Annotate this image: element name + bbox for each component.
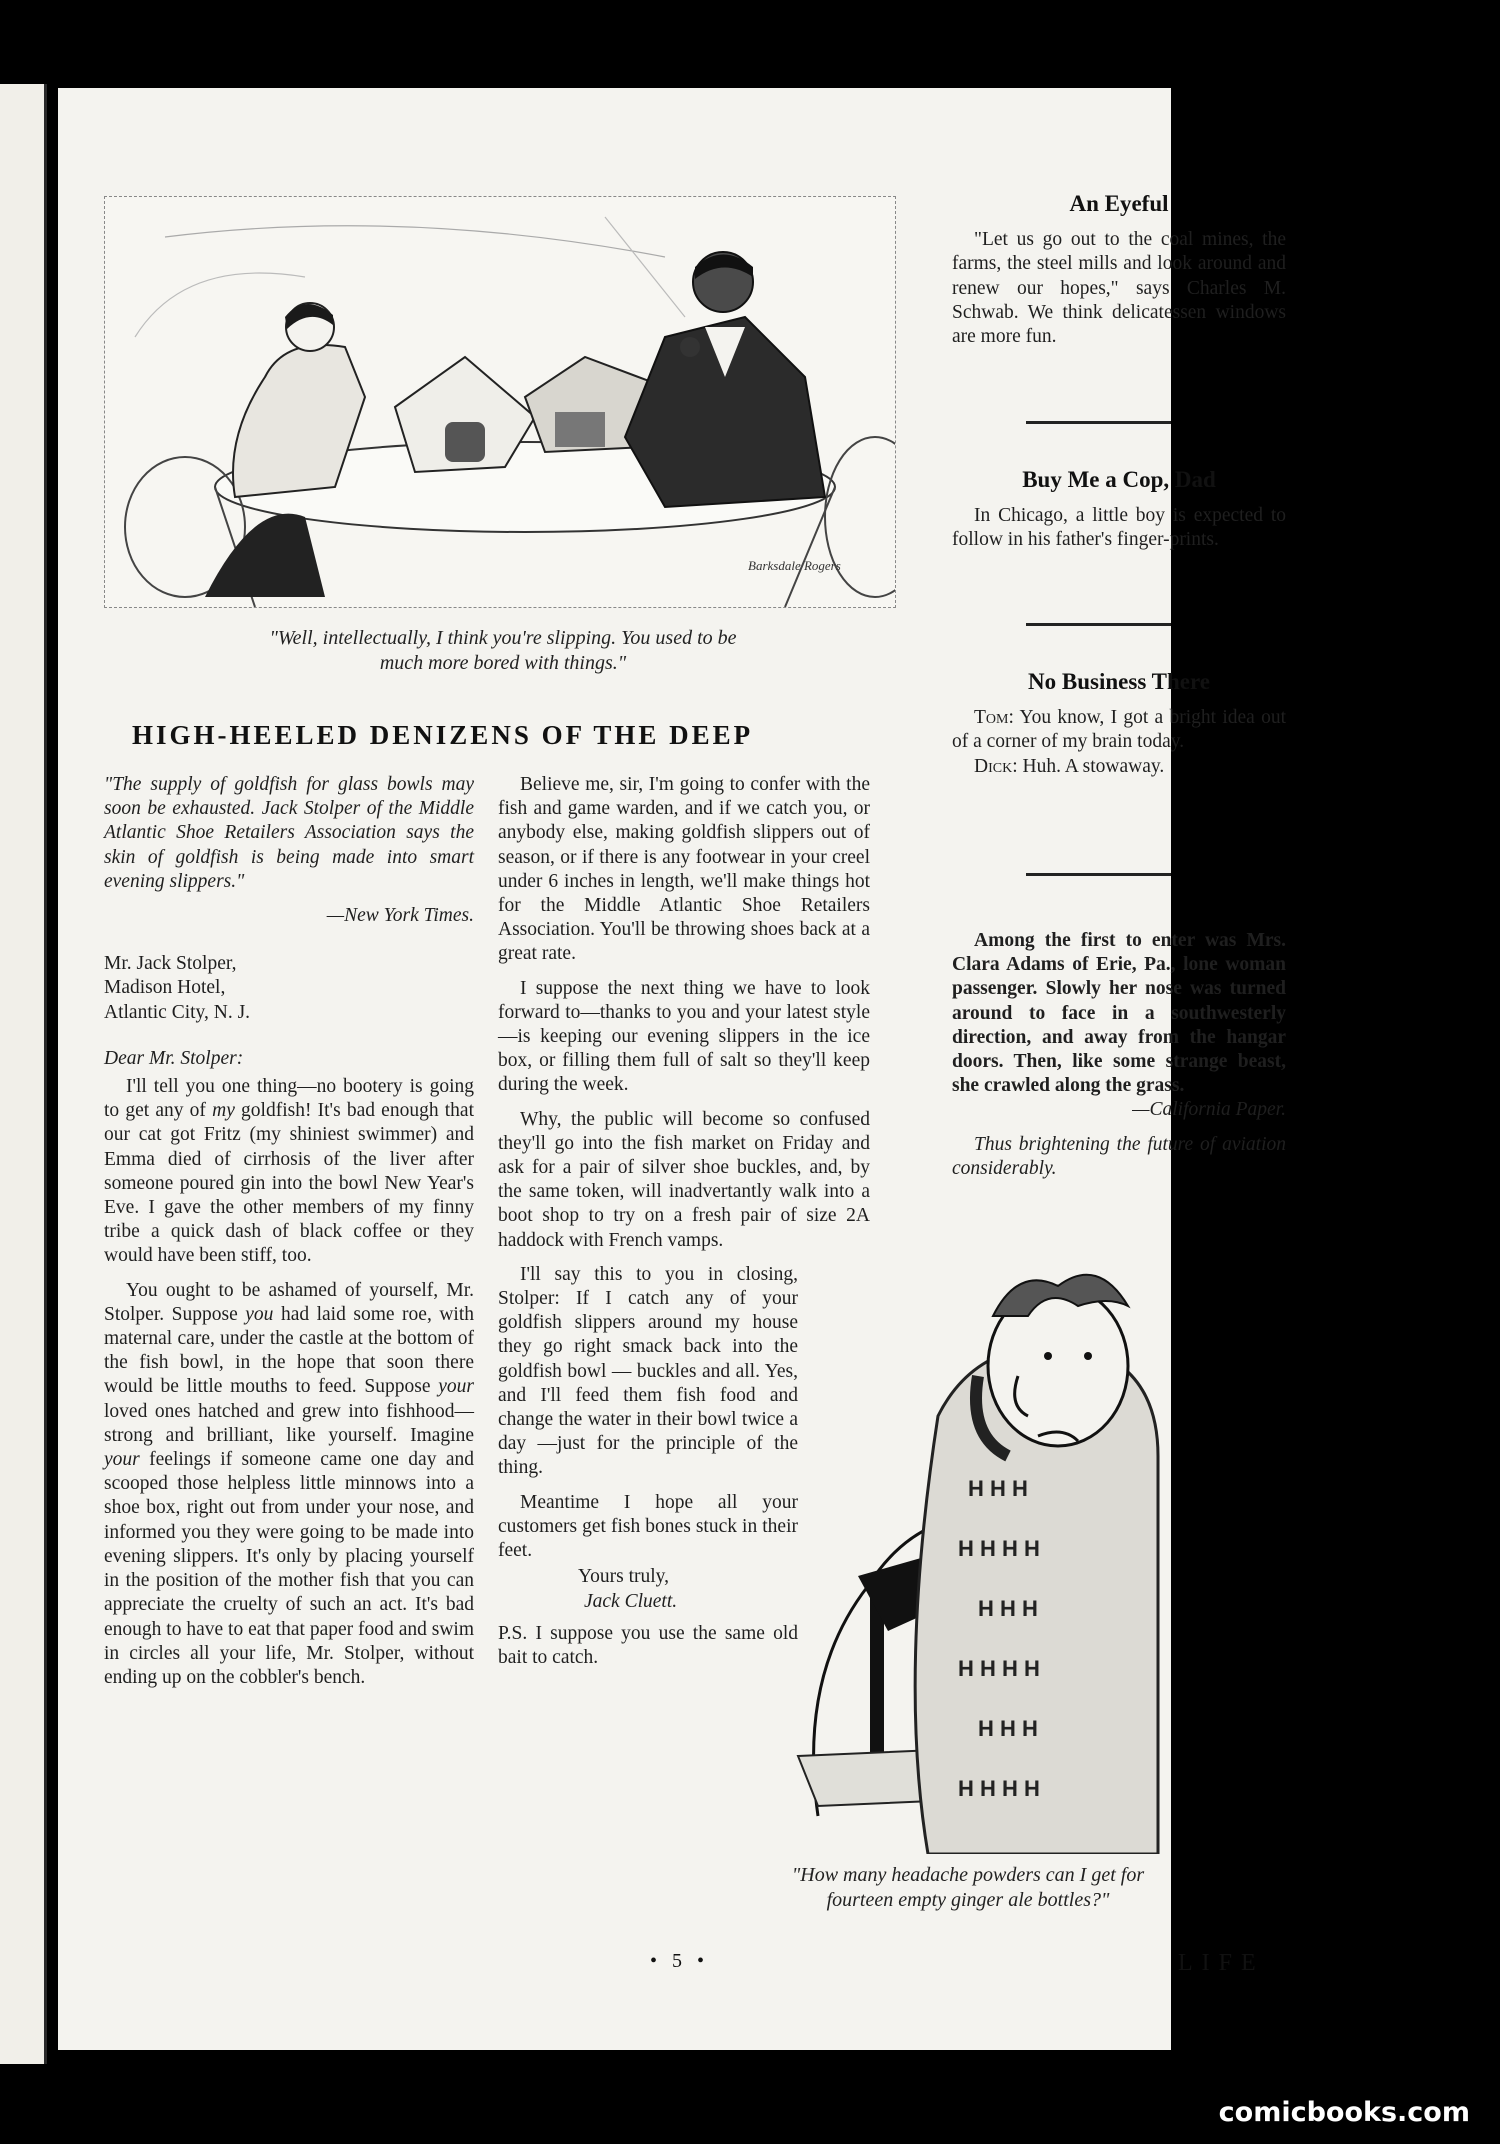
- magazine-page: [58, 88, 1286, 2050]
- letter-paragraph: I'll say this to you in closing, Stolper: If I catch any of your goldfish slippers around my house they go right smack back into the goldfish bowl — buckles and all. Yes, and I'll feed them fish food and change the water in their bowl twice a day —just for the principle of the thing.: [498, 1263, 798, 1479]
- facing-page-edge: [0, 84, 47, 2064]
- sidebar-item-aviation: [952, 929, 1286, 1181]
- sidebar-column: [952, 192, 1286, 349]
- epigraph: "The supply of goldfish for glass bowls may soon be exhausted. Jack Stolper of the Middle Atlantic Shoe Retailers Association says the skin of goldfish is being made into smart evening slippers.": [104, 774, 474, 892]
- illustration-signature: Barksdale Rogers: [748, 558, 841, 573]
- dialogue-text: You know, I got a bright idea out of a corner of my brain today.: [952, 707, 1286, 753]
- caption-line-2: fourteen empty ginger ale bottles?": [826, 1889, 1110, 1911]
- watermark: comicbooks.com: [1218, 2097, 1470, 2128]
- text-run: your: [438, 1376, 474, 1398]
- svg-text:H H H: H H H: [978, 1596, 1038, 1621]
- text-run: You ought to be ashamed of yourself, Mr. Stolper. Suppose: [104, 1279, 474, 1325]
- sidebar-title-cop: Buy Me a Cop, Dad: [1022, 467, 1216, 492]
- letter-signature: Jack Cluett.: [584, 1590, 678, 1612]
- dialogue-text: Huh. A stowaway.: [1017, 755, 1165, 777]
- closing: Yours truly,: [578, 1566, 670, 1588]
- text-run: your: [104, 1449, 140, 1471]
- text-run: goldfish! It's bad enough that our cat got Fritz (my shiniest swimmer) and Emma died of cirrhosis of the liver after someone poured gin into the bowl New Year's Eve. I gave the other members of my finny tribe a quick dash of black coffee or they would have been stiff, too.: [104, 1100, 475, 1267]
- svg-text:H H H H: H H H H: [958, 1656, 1040, 1681]
- text-run: I'll tell you one thing—no bootery is going to get any of: [104, 1076, 474, 1122]
- address-line: Mr. Jack Stolper,: [104, 953, 237, 975]
- aviation-quote: Among the first to enter was Mrs. Clara Adams of Erie, Pa., lone woman passenger. Slowly her nose was turned around to face in a southwesterly direction, and away from the hangar doors. Then, like some strange beast, she crawled along the grass.: [952, 930, 1286, 1097]
- dialogue-tom: [952, 706, 1286, 754]
- text-run: my: [212, 1100, 235, 1122]
- sidebar-title-business: No Business There: [1028, 669, 1210, 694]
- caption-line-1: "How many headache powders can I get for: [791, 1864, 1145, 1886]
- page-number: • 5 •: [650, 1950, 710, 1972]
- sidebar-item-cop: [952, 468, 1286, 553]
- sidebar-item-business: [952, 670, 1286, 779]
- svg-text:H H H H: H H H H: [958, 1776, 1040, 1801]
- letter-paragraph: Meantime I hope all your customers get fish bones stuck in their feet.: [498, 1491, 798, 1562]
- caption-line-1: "Well, intellectually, I think you're slipping. You used to be: [269, 627, 737, 649]
- aviation-comment: Thus brightening the future of aviation considerably.: [952, 1133, 1286, 1179]
- text-run: you: [245, 1303, 274, 1325]
- aviation-source: —California Paper.: [1132, 1099, 1286, 1121]
- divider-rule: [1026, 873, 1171, 876]
- top-illustration-caption: [118, 626, 888, 676]
- svg-text:H H H: H H H: [978, 1716, 1038, 1741]
- article-column-1: [104, 773, 474, 1700]
- speaker-label: Dick:: [974, 755, 1018, 777]
- letter-paragraph: I suppose the next thing we have to look forward to—thanks to you and your latest style—is keeping our evening slippers in the ice box, or filling them full of salt so they'll keep during the week.: [498, 977, 870, 1096]
- sidebar-title-eyeful: An Eyeful: [1069, 191, 1169, 216]
- letter-paragraph: [104, 1075, 474, 1269]
- article-headline: HIGH-HEELED DENIZENS OF THE DEEP: [132, 720, 754, 750]
- letter-paragraph: Why, the public will become so confused they'll go into the fish market on Friday and ask for a pair of silver shoe buckles, and, by the same token, will inadvertantly walk into a boot shop to try on a fresh pair of size 2A haddock with French vamps.: [498, 1108, 870, 1251]
- address-line: Madison Hotel,: [104, 977, 226, 999]
- epigraph-source: —New York Times.: [326, 905, 474, 927]
- letter-paragraph: Believe me, sir, I'm going to confer with the fish and game warden, and if we catch you, or anybody else, making goldfish slippers out of season, or if there is any footwear in your creel under 6 inches in length, we'll make things hot for the Middle Atlantic Shoe Retailers Association. You'll be throwing shoes back at a great rate.: [498, 774, 870, 965]
- divider-rule: [1026, 623, 1171, 626]
- sidebar-text-cop: In Chicago, a little boy is expected to follow in his father's finger-prints.: [952, 505, 1286, 551]
- address-block: [104, 952, 474, 1025]
- svg-text:H H H H: H H H H: [958, 1536, 1040, 1561]
- divider-rule: [1026, 421, 1171, 424]
- man-on-telephone-illustration: [778, 1256, 1178, 1854]
- speaker-label: Tom:: [974, 707, 1014, 729]
- salutation: Dear Mr. Stolper:: [104, 1047, 244, 1069]
- caption-line-2: much more bored with things.": [379, 652, 627, 674]
- sidebar-text-eyeful: "Let us go out to the coal mines, the farms, the steel mills and look around and renew our hopes," says Charles M. Schwab. We think delicatessen windows are more fun.: [952, 229, 1286, 348]
- text-run: loved ones hatched and grew into fishhood—strong and brilliant, like yourself. Imagine: [104, 1400, 474, 1446]
- text-run: feelings if someone came one day and scooped those helpless little minnows into a shoe box, right out from under your nose, and informed you they were going to be made into evening slippers. It's only by placing yourself in the position of the mother fish that you can appreciate the cruelty of such an act. It's bad enough to have to eat that paper food and swim in circles all your life, Mr. Stolper, without ending up on the cobbler's bench.: [104, 1449, 474, 1688]
- dialogue-dick: [952, 755, 1286, 779]
- narrow-block: [498, 1263, 798, 1670]
- address-line: Atlantic City, N. J.: [104, 1001, 251, 1023]
- svg-text:H H H: H H H: [968, 1476, 1028, 1501]
- letter-paragraph: [104, 1279, 474, 1690]
- cafe-couple-illustration: [104, 196, 896, 608]
- magazine-name: LIFE: [1178, 1950, 1265, 1976]
- text-run: had laid some roe, with maternal care, under the castle at the bottom of the fish bowl, in the hope that soon there would be little mouths to feed. Suppose: [104, 1303, 475, 1398]
- bottom-illustration-caption: [758, 1863, 1178, 1913]
- postscript: P.S. I suppose you use the same old bait to catch.: [498, 1622, 798, 1668]
